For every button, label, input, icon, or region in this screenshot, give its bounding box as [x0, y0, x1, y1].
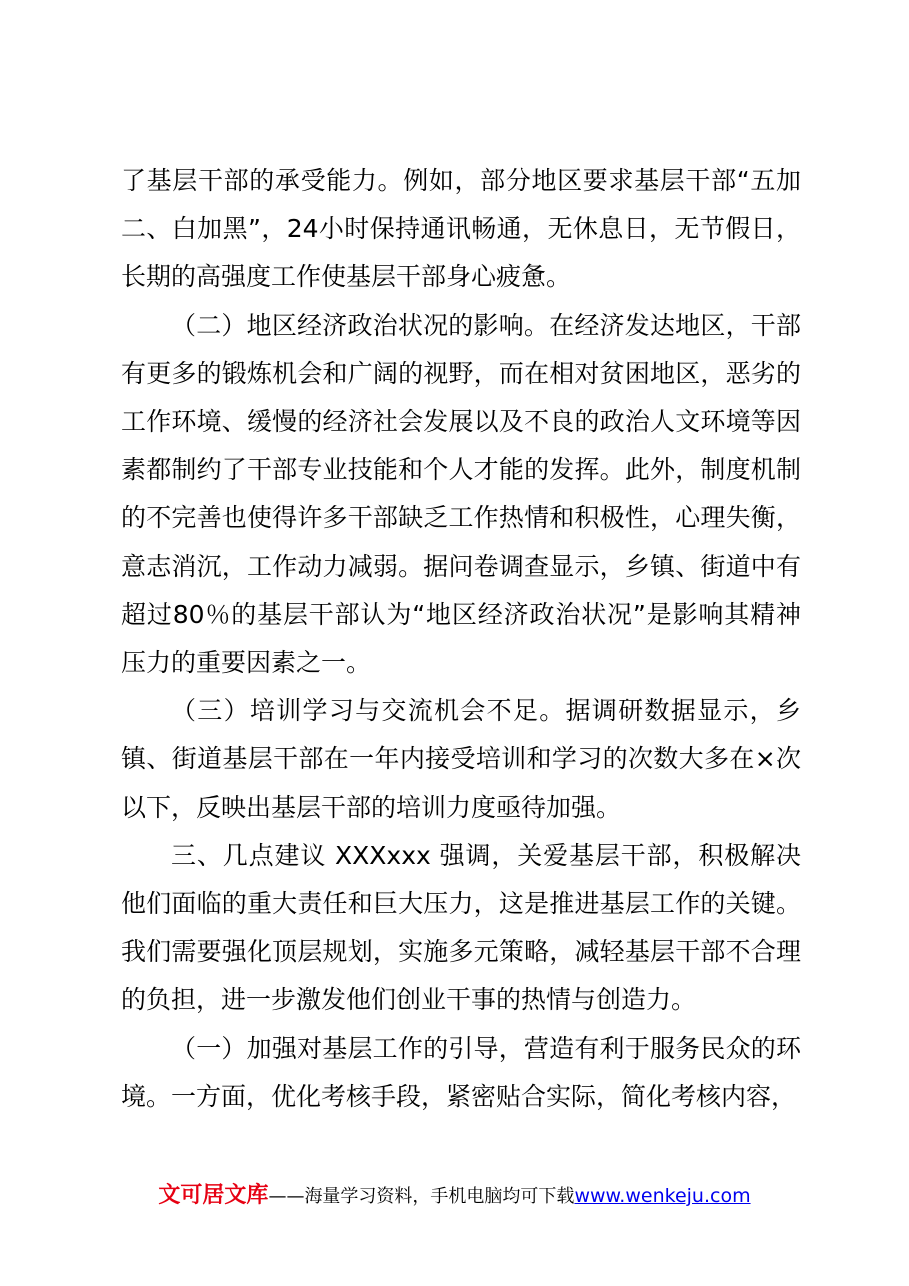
- document-body: [121, 157, 801, 1121]
- paragraph-2: （二）地区经济政治状况的影响。在经济发达地区，干部有更多的锻炼机会和广阔的视野，而在相对贫困地区，恶劣的工作环境、缓慢的经济社会发展以及不良的政治人文环境等因素都制约了干部专业技能和个人才能的发挥。此外，制度机制的不完善也使得许多干部缺乏工作热情和积极性，心理失衡，意志消沉，工作动力减弱。据问卷调查显示，乡镇、街道中有超过80％的基层干部认为“地区经济政治状况”是影响其精神压力的重要因素之一。: [121, 310, 801, 678]
- paragraph-1: 了基层干部的承受能力。例如，部分地区要求基层干部“五加二、白加黑”，24小时保持通讯畅通，无休息日，无节假日，长期的高强度工作使基层干部身心疲惫。: [121, 166, 801, 292]
- paragraph-5: （一）加强对基层工作的引导，营造有利于服务民众的环境。一方面，优化考核手段，紧密贴合实际，简化考核内容，: [121, 1033, 801, 1111]
- footer-brand: 文可居文库: [158, 1183, 269, 1208]
- footer-tagline: ——海量学习资料，手机电脑均可下载: [268, 1186, 575, 1207]
- paragraph-4: 三、几点建议 XXXxxx 强调，关爱基层干部，积极解决他们面临的重大责任和巨大压力，这是推进基层工作的关键。我们需要强化顶层规划，实施多元策略，减轻基层干部不合理的负担，进一步激发他们创业干事的热情与创造力。: [121, 840, 801, 1015]
- paragraph-3: （三）培训学习与交流机会不足。据调研数据显示，乡镇、街道基层干部在一年内接受培训和学习的次数大多在×次以下，反映出基层干部的培训力度亟待加强。: [121, 696, 801, 822]
- footer-url-link[interactable]: www.wenkeju.com: [574, 1185, 751, 1207]
- footer-banner: [0, 1178, 909, 1209]
